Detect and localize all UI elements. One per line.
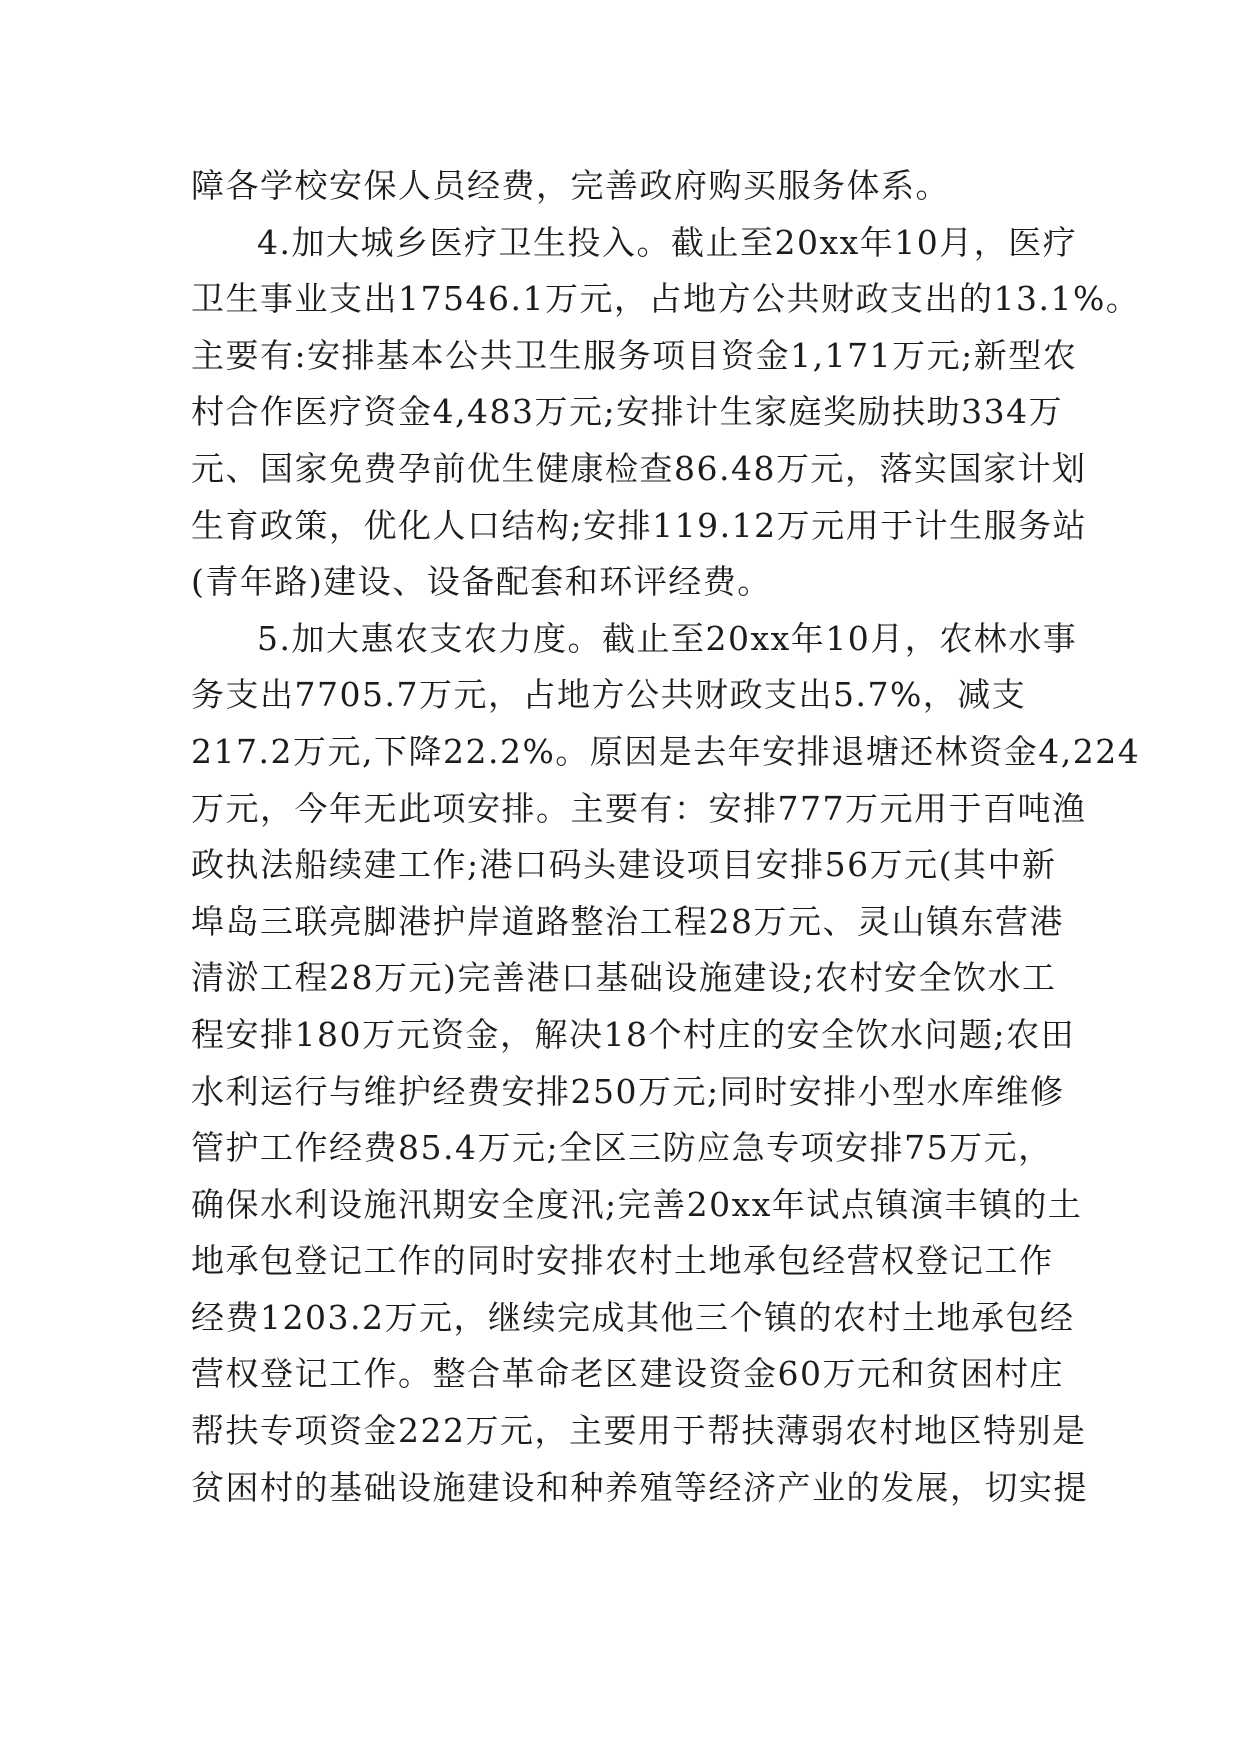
text-line: (青年路)建设、设备配套和环评经费。	[191, 562, 772, 602]
text-line: 障各学校安保人员经费，完善政府购买服务体系。	[191, 166, 950, 205]
body-text	[191, 158, 1141, 1516]
text-line: 元、国家免费孕前优生健康检查86.48万元，落实国家计划	[191, 448, 1087, 488]
text-line: 卫生事业支出17546.1万元，占地方公共财政支出的13.1%。	[191, 279, 1141, 319]
text-line: 水利运行与维护经费安排250万元;同时安排小型水库维修	[191, 1071, 1065, 1111]
text-line: 217.2万元,下降22.2%。原因是去年安排退塘还林资金4,224	[191, 731, 1141, 771]
text-line: 村合作医疗资金4,483万元;安排计生家庭奖励扶助334万	[191, 392, 1064, 432]
text-line: 帮扶专项资金222万元，主要用于帮扶薄弱农村地区特别是	[191, 1411, 1087, 1451]
text-line: 管护工作经费85.4万元;全区三防应急专项安排75万元，	[191, 1128, 1053, 1168]
text-line: 主要有:安排基本公共卫生服务项目资金1,171万元;新型农	[191, 335, 1078, 375]
text-line: 贫困村的基础设施建设和种养殖等经济产业的发展，切实提	[191, 1467, 1088, 1507]
text-line: 确保水利设施汛期安全度汛;完善20xx年试点镇演丰镇的土	[191, 1184, 1083, 1224]
text-line: 生育政策，优化人口结构;安排119.12万元用于计生服务站	[191, 505, 1088, 545]
text-line: 万元，今年无此项安排。主要有：安排777万元用于百吨渔	[191, 788, 1087, 828]
text-line: 经费1203.2万元，继续完成其他三个镇的农村土地承包经	[191, 1297, 1075, 1337]
text-line: 地承包登记工作的同时安排农村土地承包经营权登记工作	[191, 1241, 1054, 1281]
text-line: 清淤工程28万元)完善港口基础设施建设;农村安全饮水工	[191, 958, 1057, 998]
text-line: 程安排180万元资金，解决18个村庄的安全饮水问题;农田	[191, 1014, 1076, 1054]
text-line: 营权登记工作。整合革命老区建设资金60万元和贫困村庄	[191, 1354, 1064, 1394]
text-line: 埠岛三联亮脚港护岸道路整治工程28万元、灵山镇东营港	[191, 901, 1064, 941]
paragraph-5-heading-line: 5.加大惠农支农力度。截止至20xx年10月，农林水事	[257, 618, 1078, 658]
text-line: 务支出7705.7万元，占地方公共财政支出5.7%，减支	[191, 675, 1027, 715]
text-line: 政执法船续建工作;港口码头建设项目安排56万元(其中新	[191, 845, 1057, 885]
paragraph-4-heading-line: 4.加大城乡医疗卫生投入。截止至20xx年10月，医疗	[257, 222, 1078, 262]
